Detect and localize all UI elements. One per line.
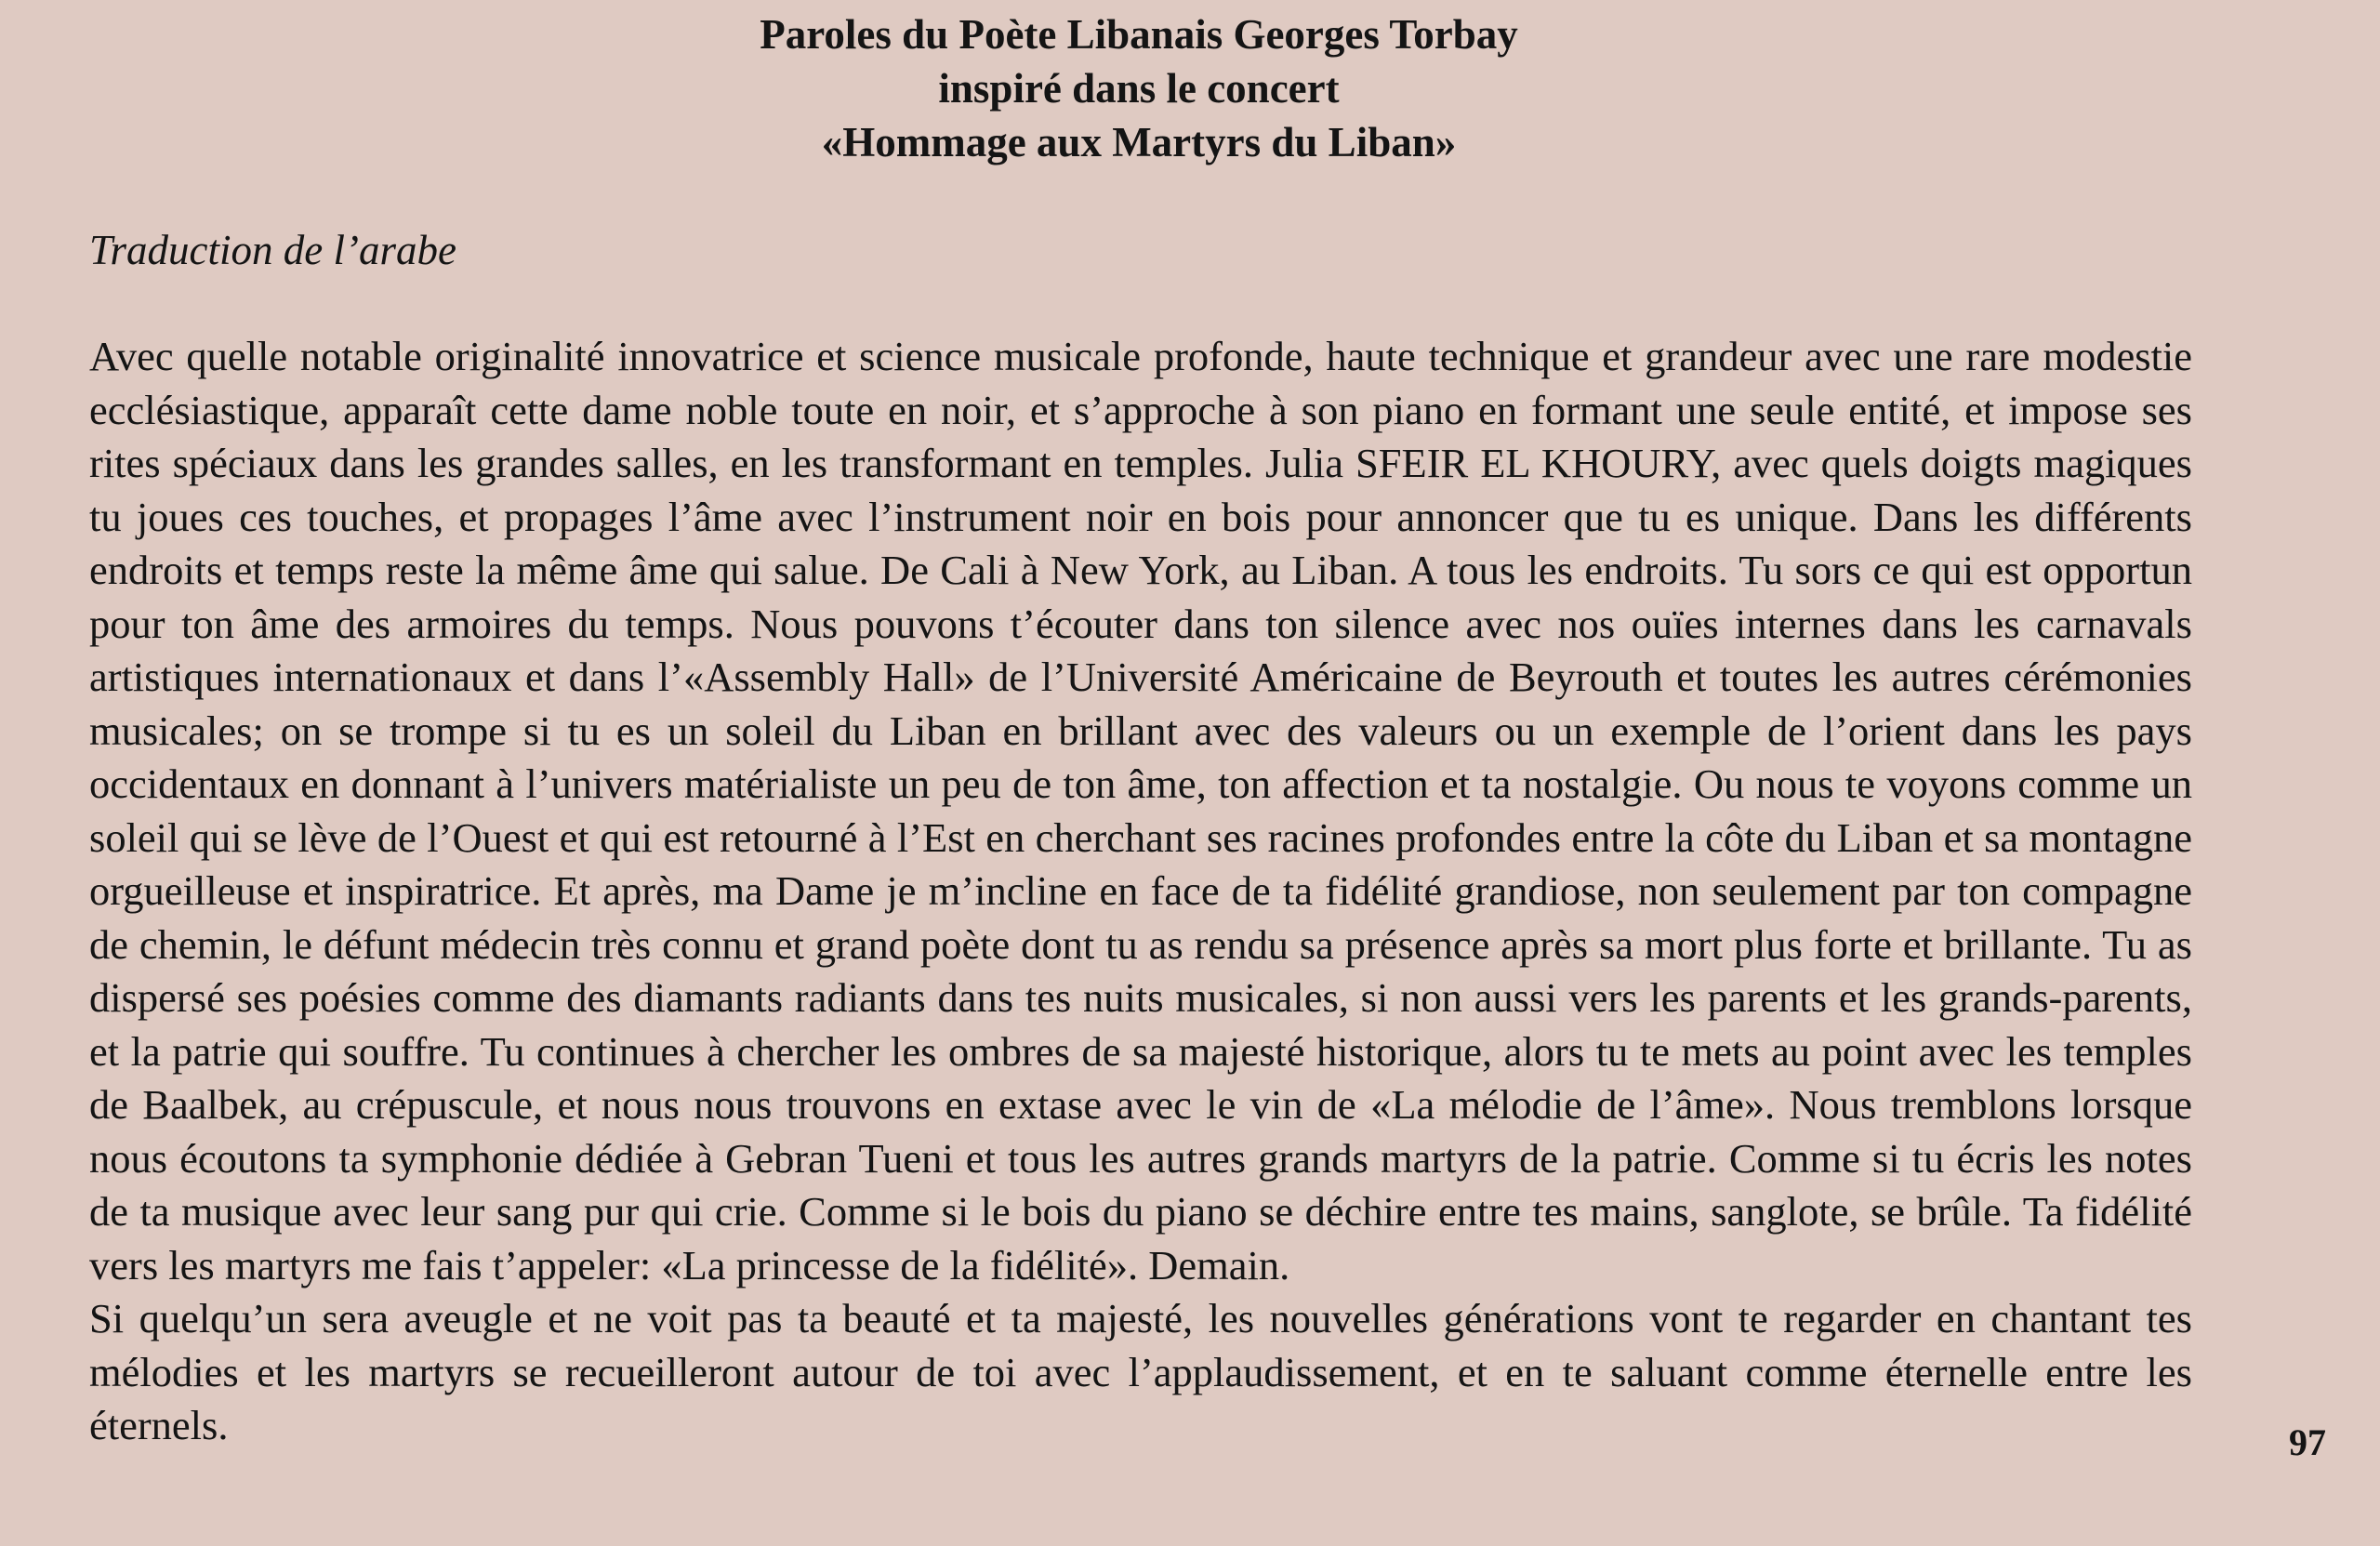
title-line-3: «Hommage aux Martyrs du Liban» [821, 119, 1457, 165]
page-number: 97 [2289, 1421, 2326, 1463]
page-title [0, 7, 2278, 169]
body-text [89, 330, 2192, 1453]
translation-note: Traduction de l’arabe [89, 227, 456, 273]
title-line-2: inspiré dans le concert [938, 65, 1340, 112]
paragraph: Avec quelle notable originalité innovatrice et science musicale profonde, haute technique et grandeur avec une rare modestie ecclésiastique, apparaît cette dame noble toute en noir, et s’approche à son piano en formant une seule entité, et impose ses rites spéciaux dans les grandes salles, en les transformant en temples. Julia SFEIR EL KHOURY, avec quels doigts magiques tu joues ces touches, et propages l’âme avec l’instrument noir en bois pour annoncer que tu es unique. Dans les différents endroits et temps reste la même âme qui salue. De Cali à New York, au Liban. A tous les endroits. Tu sors ce qui est opportun pour ton âme des armoires du temps. Nous pouvons t’écouter dans ton silence avec nos ouïes internes dans les carnavals artistiques internationaux et dans l’«Assembly Hall» de l’Université Américaine de Beyrouth et toutes les autres cérémonies musicales; on se trompe si tu es un soleil du Liban en brillant avec des valeurs ou un exemple de l’orient dans les pays occidentaux en donnant à l’univers matérialiste un peu de ton âme, ton affection et ta nostalgie. Ou nous te voyons comme un soleil qui se lève de l’Ouest et qui est retourné à l’Est en cherchant ses racines profondes entre la côte du Liban et sa montagne orgueilleuse et inspiratrice. Et après, ma Dame je m’incline en face de ta fidélité grandiose, non seulement par ton compagne de chemin, le défunt médecin très connu et grand poète dont tu as rendu sa présence après sa mort plus forte et brillante. Tu as dispersé ses poésies comme des diamants radiants dans tes nuits musicales, si non aussi vers les parents et les grands-parents, et la patrie qui souffre. Tu continues à chercher les ombres de sa majesté historique, alors tu te mets au point avec les temples de Baalbek, au crépuscule, et nous nous trouvons en extase avec le vin de «La mélodie de l’âme». Nous tremblons lorsque nous écoutons ta symphonie dédiée à Gebran Tueni et tous les autres grands martyrs de la patrie. Comme si tu écris les notes de ta musique avec leur sang pur qui crie. Comme si le bois du piano se déchire entre tes mains, sanglote, se brûle. Ta fidélité vers les martyrs me fais t’appeler: «La princesse de la fidélité». Demain. [89, 333, 2192, 1288]
title-line-1: Paroles du Poète Libanais Georges Torbay [760, 11, 1518, 58]
paragraph: Si quelqu’un sera aveugle et ne voit pas ta beauté et ta majesté, les nouvelles générations vont te regarder en chantant tes mélodies et les martyrs se recueilleront autour de toi avec l’applaudissement, et en te saluant comme éternelle entre les éternels. [89, 1295, 2192, 1448]
